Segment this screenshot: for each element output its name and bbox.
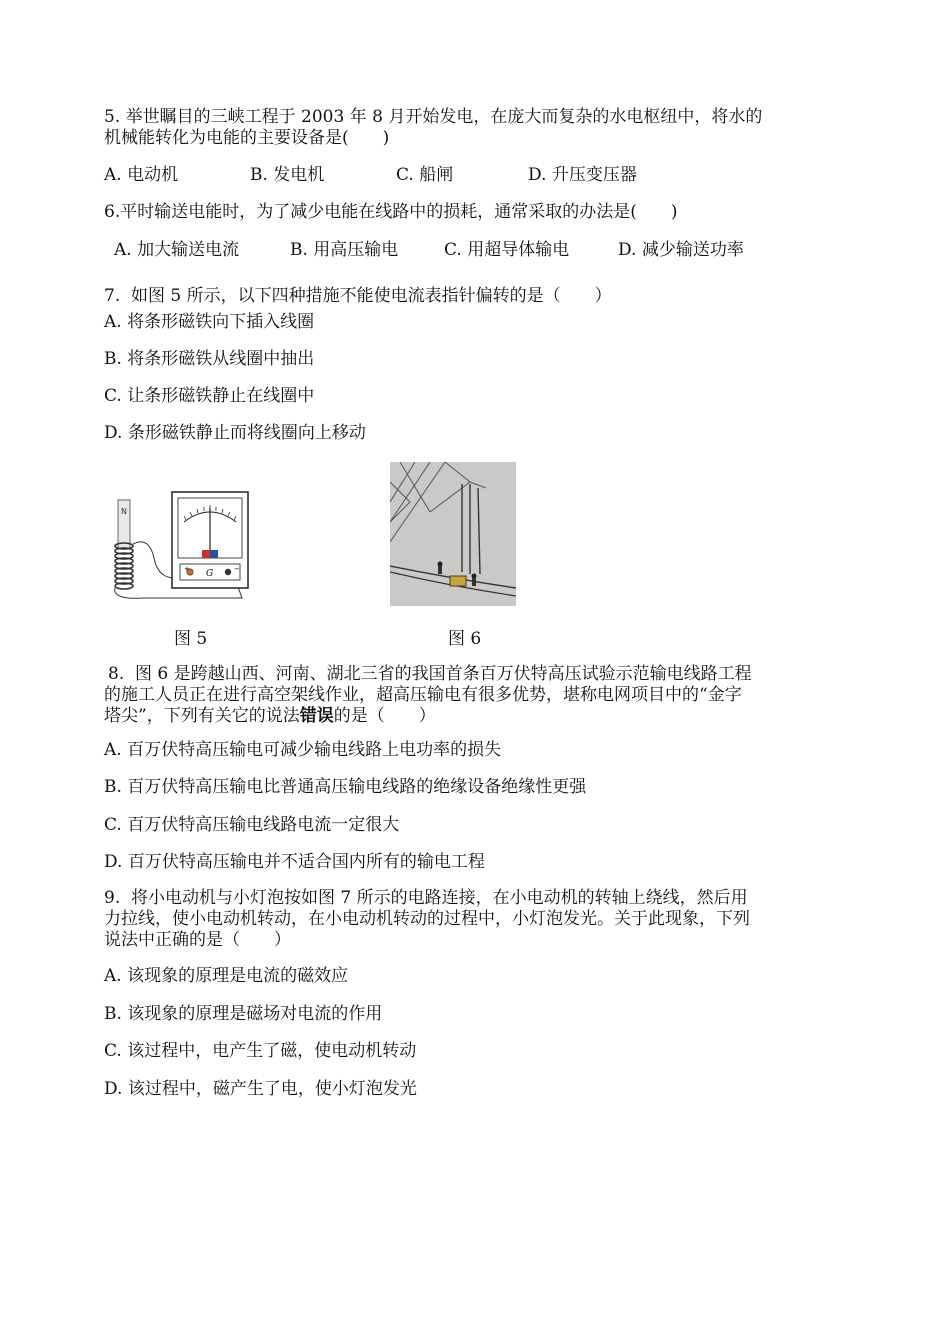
- q5-stem-line2: 机械能转化为电能的主要设备是( ): [104, 128, 390, 148]
- q8-stem-line1: 8. 图 6 是跨越山西、河南、湖北三省的我国首条百万伏特高压试验示范输电线路工程: [108, 664, 752, 684]
- q8-stem-line3-a: 塔尖”，下列有关它的说法: [104, 706, 300, 726]
- q8-stem-line3-b: 的是（ ）: [333, 706, 436, 726]
- q6-option-d: D. 减少输送功率: [618, 240, 744, 260]
- coil: [115, 543, 133, 589]
- q8-stem-line2: 的施工人员正在进行高空架线作业，超高压输电有很多优势，堪称电网项目中的“金字: [104, 685, 742, 705]
- magnet-n-label: N: [121, 507, 127, 516]
- q7-option-d: D. 条形磁铁静止而将线圈向上移动: [104, 423, 366, 443]
- q9-option-a: A. 该现象的原理是电流的磁效应: [104, 966, 349, 986]
- q7-option-b: B. 将条形磁铁从线圈中抽出: [104, 349, 315, 369]
- q5-option-c: C. 船闸: [396, 165, 454, 185]
- q6-option-a: A. 加大输送电流: [114, 240, 240, 260]
- meter-g-label: G: [206, 569, 214, 579]
- q9-stem-line1: 9. 将小电动机与小灯泡按如图 7 所示的电路连接，在小电动机的转轴上绕线，然后用: [104, 888, 748, 908]
- q8-stem-line3: [104, 706, 436, 726]
- q5-stem-line1: 5. 举世瞩目的三峡工程于 2003 年 8 月开始发电，在庞大而复杂的水电枢纽中，将水的: [104, 107, 763, 127]
- q7-stem: 7. 如图 5 所示，以下四种措施不能使电流表指针偏转的是（ ）: [104, 286, 612, 306]
- q6-option-c: C. 用超导体输电: [444, 240, 570, 260]
- figure-6-caption: 图 6: [448, 629, 482, 649]
- q6-option-b: B. 用高压输电: [290, 240, 399, 260]
- q6-stem: 6.平时输送电能时，为了减少电能在线路中的损耗，通常采取的办法是( ): [104, 202, 678, 222]
- figure-5-caption: 图 5: [174, 629, 208, 649]
- q9-option-b: B. 该现象的原理是磁场对电流的作用: [104, 1004, 383, 1024]
- q9-stem-line3: 说法中正确的是（ ）: [104, 930, 291, 950]
- q9-option-c: C. 该过程中，电产生了磁，使电动机转动: [104, 1041, 417, 1061]
- q8-option-a: A. 百万伏特高压输电可减少输电线路上电功率的损失: [104, 740, 502, 760]
- figure-6-power-line-workers-photo: [390, 462, 516, 606]
- plus-sign: +: [184, 565, 190, 573]
- q8-option-b: B. 百万伏特高压输电比普通高压输电线路的绝缘设备绝缘性更强: [104, 777, 587, 797]
- q8-option-c: C. 百万伏特高压输电线路电流一定很大: [104, 815, 400, 835]
- q5-option-a: A. 电动机: [104, 165, 179, 185]
- figure-5-galvanometer-diagram: [104, 488, 254, 604]
- minus-sign: −: [234, 565, 240, 573]
- q9-stem-line2: 力拉线，使小电动机转动，在小电动机转动的过程中，小灯泡发光。关于此现象，下列: [104, 909, 750, 929]
- q5-option-b: B. 发电机: [250, 165, 325, 185]
- terminal-minus: [225, 569, 231, 575]
- q8-emphasis-wrong: 错误: [299, 706, 334, 726]
- q8-option-d: D. 百万伏特高压输电并不适合国内所有的输电工程: [104, 852, 485, 872]
- q7-option-c: C. 让条形磁铁静止在线圈中: [104, 386, 315, 406]
- q5-option-d: D. 升压变压器: [528, 165, 637, 185]
- q7-option-a: A. 将条形磁铁向下插入线圈: [104, 312, 315, 332]
- q9-option-d: D. 该过程中，磁产生了电，使小灯泡发光: [104, 1079, 417, 1099]
